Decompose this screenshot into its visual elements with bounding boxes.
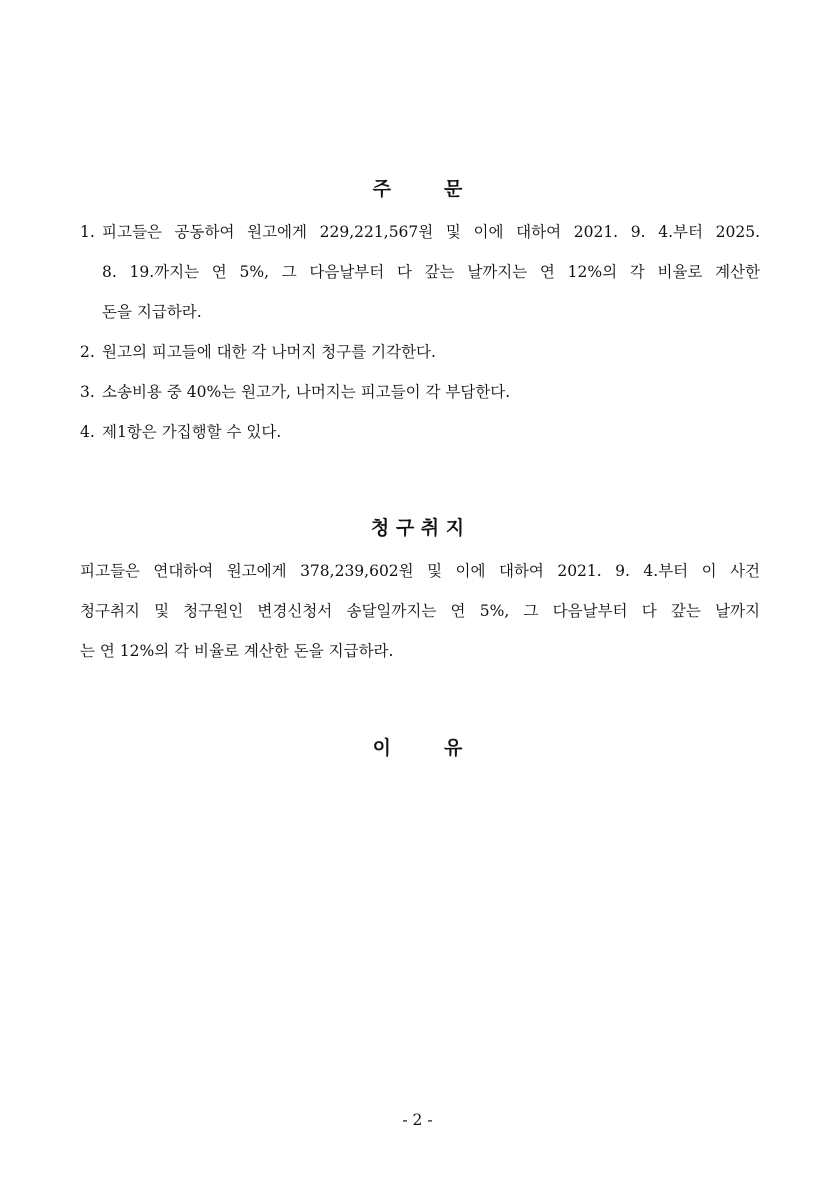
order-item-1: [80, 212, 760, 332]
order-item-1-line-2: 8. 19.까지는 연 5%, 그 다음날부터 다 갚는 날까지는 연 12%의 각 비율로 계산한: [102, 263, 760, 281]
claim-line-2: 청구취지 및 청구원인 변경신청서 송달일까지는 연 5%, 그 다음날부터 다 갚는 날까지: [80, 602, 760, 620]
heading-reason: 이 유: [372, 737, 463, 759]
order-item-number: 2.: [80, 343, 95, 361]
claim-line-3: 는 연 12%의 각 비율로 계산한 돈을 지급하라.: [80, 642, 394, 660]
order-item-4-text: 제1항은 가집행할 수 있다.: [102, 423, 282, 441]
order-item-3-text: 소송비용 중 40%는 원고가, 나머지는 피고들이 각 부담한다.: [102, 383, 511, 401]
order-item-3: [80, 372, 760, 412]
page-number: - 2 -: [402, 1111, 433, 1129]
order-item-number: 1.: [80, 223, 95, 241]
heading-order: 주 문: [372, 178, 463, 200]
order-item-1-line-1: 피고들은 공동하여 원고에게 229,221,567원 및 이에 대하여 2021. 9. 4.부터 2025.: [102, 223, 760, 241]
heading-claim: 청 구 취 지: [370, 517, 465, 539]
claim-paragraph: [80, 551, 760, 671]
order-item-number: 3.: [80, 383, 95, 401]
order-item-2-text: 원고의 피고들에 대한 각 나머지 청구를 기각한다.: [102, 343, 436, 361]
order-item-number: 4.: [80, 423, 95, 441]
order-item-4: [80, 412, 760, 452]
order-list: [80, 212, 760, 452]
order-item-2: [80, 332, 760, 372]
claim-line-1: 피고들은 연대하여 원고에게 378,239,602원 및 이에 대하여 2021. 9. 4.부터 이 사건: [80, 562, 760, 580]
order-item-1-line-3: 돈을 지급하라.: [102, 303, 202, 321]
